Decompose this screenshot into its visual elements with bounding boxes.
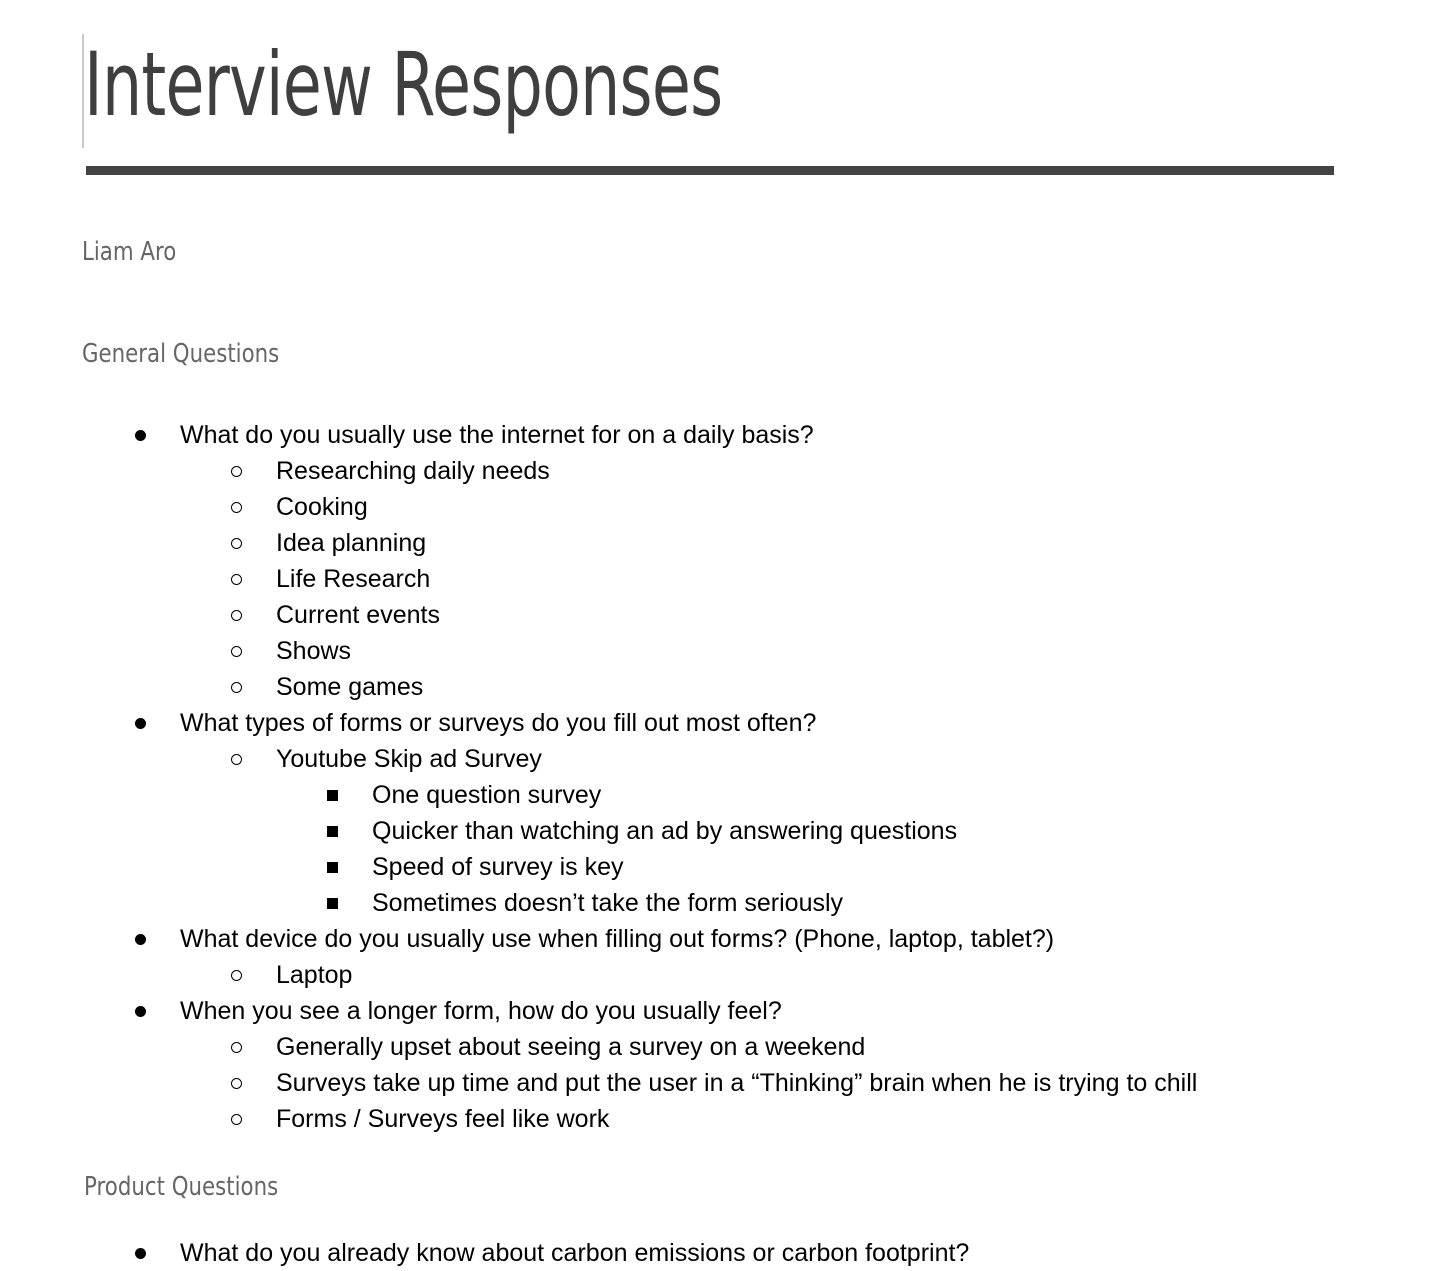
question-item[interactable] bbox=[0, 705, 1434, 741]
list-item-text: Quicker than watching an ad by answering questions bbox=[372, 817, 958, 845]
detail-item[interactable] bbox=[0, 849, 1434, 885]
circle-bullet-icon bbox=[226, 1065, 246, 1101]
section-heading-product[interactable]: Product Questions bbox=[84, 1172, 279, 1202]
list-item-text: Cooking bbox=[276, 493, 368, 521]
product-questions-list bbox=[0, 1235, 1434, 1271]
answer-item[interactable] bbox=[0, 1029, 1434, 1065]
circle-bullet-icon bbox=[226, 525, 246, 561]
answer-item[interactable] bbox=[0, 453, 1434, 489]
square-bullet-icon bbox=[322, 849, 342, 885]
list-item-text: Idea planning bbox=[276, 529, 427, 557]
circle-bullet-icon bbox=[226, 453, 246, 489]
answer-item[interactable] bbox=[0, 1065, 1434, 1101]
list-item-text: Researching daily needs bbox=[276, 457, 550, 485]
disc-bullet-icon bbox=[130, 993, 150, 1029]
circle-bullet-icon bbox=[226, 1029, 246, 1065]
list-item-text: Youtube Skip ad Survey bbox=[276, 745, 542, 773]
circle-bullet-icon bbox=[226, 597, 246, 633]
list-item-text: Forms / Surveys feel like work bbox=[276, 1105, 610, 1133]
list-item-text: Some games bbox=[276, 673, 424, 701]
general-questions-list bbox=[0, 417, 1434, 1137]
list-item-text: Laptop bbox=[276, 961, 353, 989]
detail-item[interactable] bbox=[0, 813, 1434, 849]
title-divider bbox=[86, 166, 1334, 175]
answer-item[interactable] bbox=[0, 597, 1434, 633]
list-item-text: Life Research bbox=[276, 565, 431, 593]
question-item[interactable] bbox=[0, 993, 1434, 1029]
disc-bullet-icon bbox=[130, 921, 150, 957]
list-item-text: What types of forms or surveys do you fill out most often? bbox=[180, 709, 817, 737]
author-name[interactable]: Liam Aro bbox=[82, 237, 177, 267]
circle-bullet-icon bbox=[226, 633, 246, 669]
square-bullet-icon bbox=[322, 885, 342, 921]
list-item-text: Current events bbox=[276, 601, 440, 629]
section-heading-general[interactable]: General Questions bbox=[82, 339, 280, 369]
list-item-text: What device do you usually use when filling out forms? (Phone, laptop, tablet?) bbox=[180, 925, 1055, 953]
answer-item[interactable] bbox=[0, 633, 1434, 669]
answer-item[interactable] bbox=[0, 525, 1434, 561]
document-title[interactable]: Interview Responses bbox=[84, 33, 723, 136]
circle-bullet-icon bbox=[226, 1101, 246, 1137]
answer-item[interactable] bbox=[0, 957, 1434, 993]
circle-bullet-icon bbox=[226, 489, 246, 525]
disc-bullet-icon bbox=[130, 705, 150, 741]
disc-bullet-icon bbox=[130, 1235, 150, 1271]
circle-bullet-icon bbox=[226, 741, 246, 777]
detail-item[interactable] bbox=[0, 777, 1434, 813]
answer-item[interactable] bbox=[0, 561, 1434, 597]
circle-bullet-icon bbox=[226, 669, 246, 705]
list-item-text: Shows bbox=[276, 637, 352, 665]
question-item[interactable] bbox=[0, 417, 1434, 453]
list-item-text: Generally upset about seeing a survey on a weekend bbox=[276, 1033, 866, 1061]
list-item-text: Sometimes doesn’t take the form seriously bbox=[372, 889, 844, 917]
list-item-text: When you see a longer form, how do you usually feel? bbox=[180, 997, 782, 1025]
answer-item[interactable] bbox=[0, 489, 1434, 525]
question-item[interactable] bbox=[0, 921, 1434, 957]
list-item-text: Surveys take up time and put the user in a “Thinking” brain when he is trying to chill bbox=[276, 1069, 1198, 1097]
answer-item[interactable] bbox=[0, 1101, 1434, 1137]
list-item-text: One question survey bbox=[372, 781, 602, 809]
answer-item[interactable] bbox=[0, 741, 1434, 777]
circle-bullet-icon bbox=[226, 957, 246, 993]
list-item-text: Speed of survey is key bbox=[372, 853, 624, 881]
list-item-text: What do you already know about carbon emissions or carbon footprint? bbox=[180, 1239, 970, 1267]
detail-item[interactable] bbox=[0, 885, 1434, 921]
disc-bullet-icon bbox=[130, 417, 150, 453]
square-bullet-icon bbox=[322, 813, 342, 849]
square-bullet-icon bbox=[322, 777, 342, 813]
question-item[interactable] bbox=[0, 1235, 1434, 1271]
circle-bullet-icon bbox=[226, 561, 246, 597]
answer-item[interactable] bbox=[0, 669, 1434, 705]
list-item-text: What do you usually use the internet for on a daily basis? bbox=[180, 421, 814, 449]
